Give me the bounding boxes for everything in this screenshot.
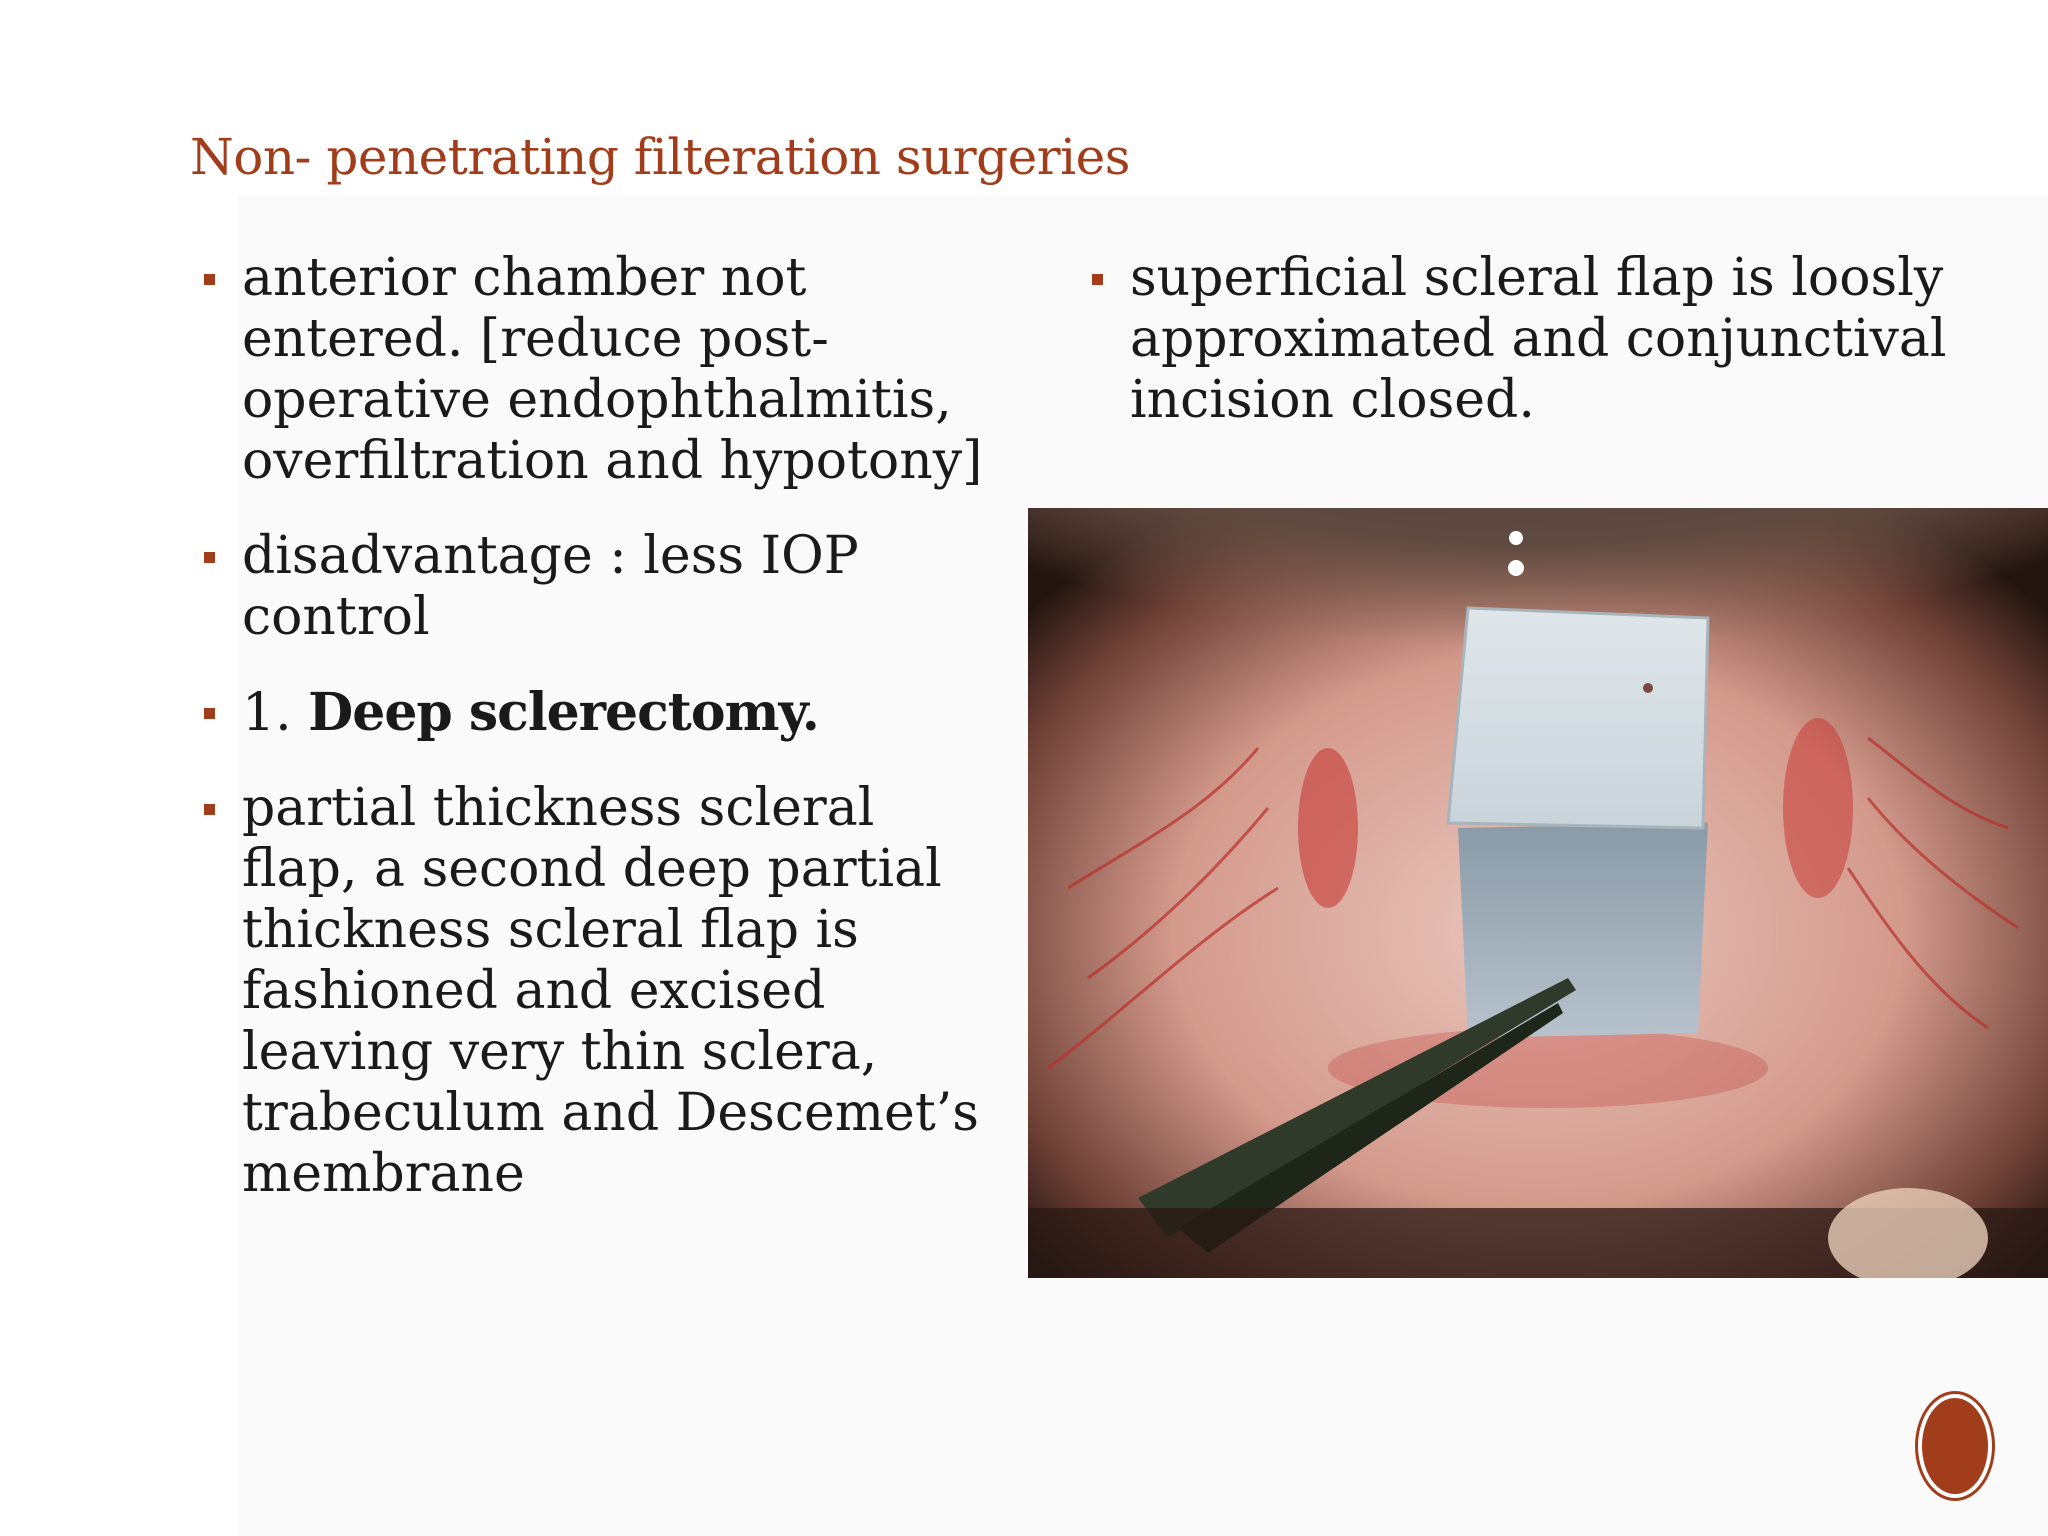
bullet-text: anterior chamber not entered. [reduce post-operative endophthalmitis, overfiltration and hypotony] [242,248,983,491]
slide-title: Non- penetrating filteration surgeries [190,128,1130,186]
right-bullet-list [1088,248,2008,465]
bullet-text: superficial scleral flap is loosly approximated and conjunctival incision closed. [1130,248,1947,430]
slide-number-badge [1918,1394,1992,1498]
bullet-text: partial thickness scleral flap, a second deep partial thickness scleral flap is fashioned and excised leaving very thin sclera, trabeculum and Descemet’s membrane [242,778,979,1204]
bullet-item [200,682,1000,744]
surgical-photo [1028,508,2048,1278]
bullet-prefix: 1. [242,683,309,743]
bullet-square-icon [204,804,215,815]
left-bullet-list [200,248,1000,1239]
bullet-item [1088,248,2008,431]
bullet-bold-text: Deep sclerectomy. [308,682,819,743]
bullet-item [200,248,1000,492]
bullet-square-icon [1092,274,1103,285]
deep-sclerectomy-surgery-image [1028,508,2048,1278]
bullet-item [200,778,1000,1205]
bullet-text: disadvantage : less IOP control [242,526,859,647]
bullet-square-icon [204,708,215,719]
bullet-square-icon [204,552,215,563]
bullet-square-icon [204,274,215,285]
bullet-item [200,526,1000,648]
